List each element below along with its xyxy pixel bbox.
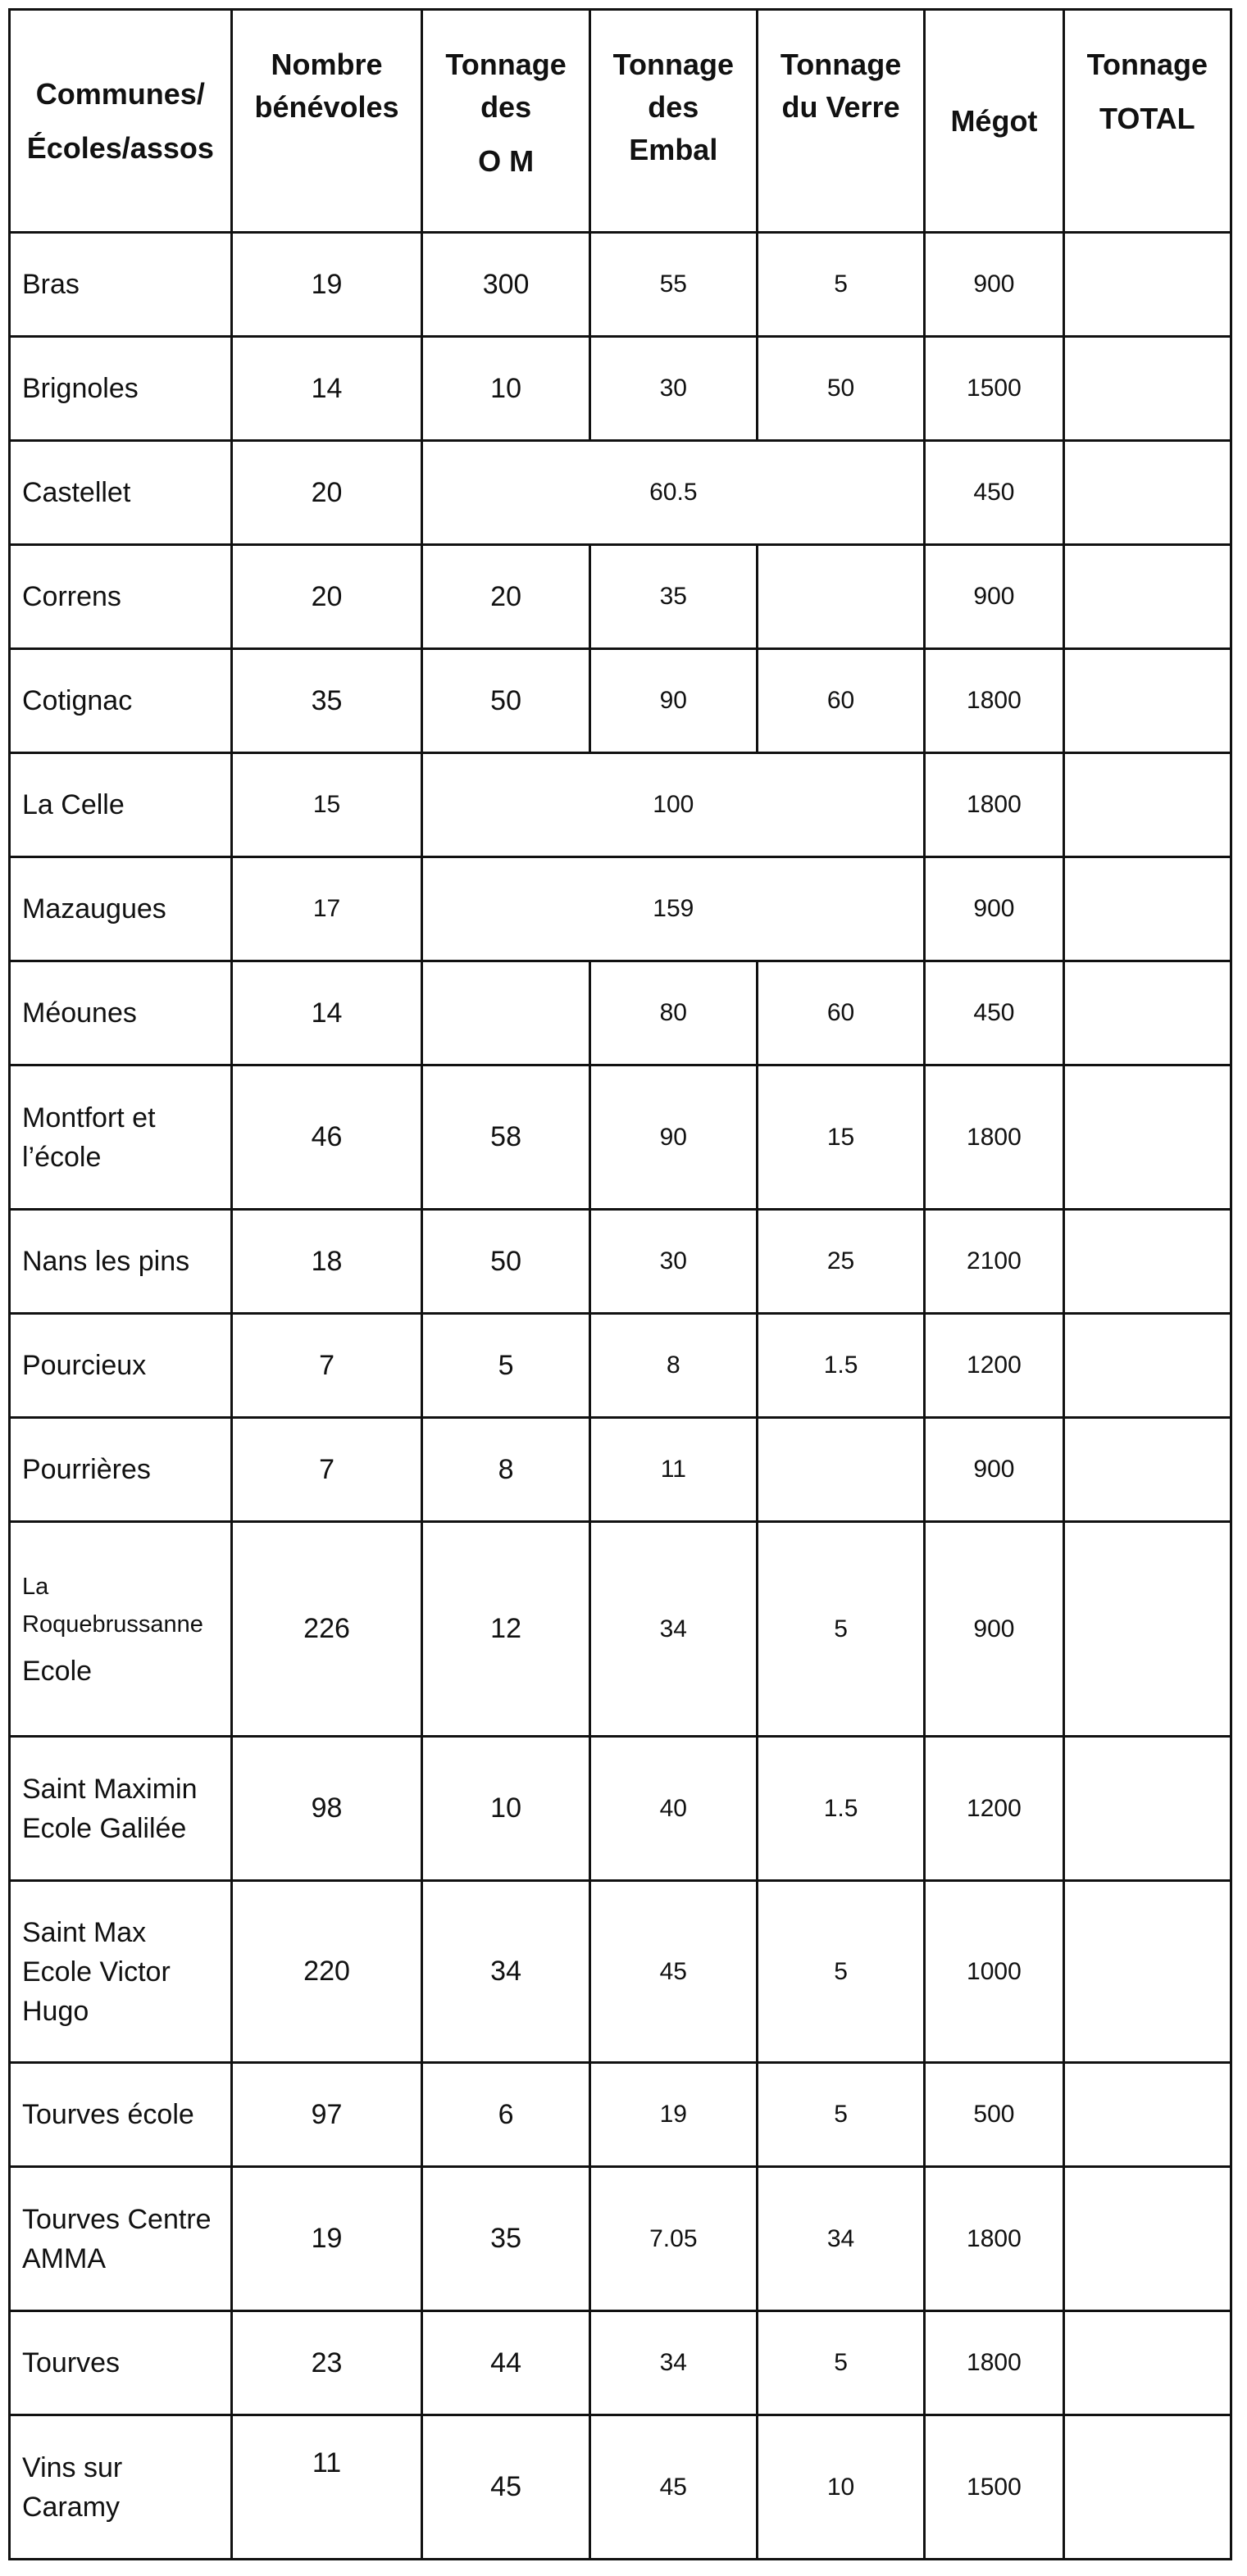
header-communes: Communes/ Écoles/assos: [10, 10, 232, 233]
megot-cell: 900: [925, 857, 1064, 961]
commune-name: Méounes: [10, 961, 232, 1065]
embal-cell: 90: [589, 649, 757, 753]
total-cell: [1063, 545, 1231, 649]
verre-cell: 60: [757, 961, 924, 1065]
header-tonnage-total: Tonnage TOTAL: [1063, 10, 1231, 233]
om-cell: 300: [422, 233, 589, 337]
om-cell: 20: [422, 545, 589, 649]
megot-cell: 1800: [925, 2167, 1064, 2311]
embal-cell: 30: [589, 337, 757, 441]
total-cell: [1063, 1210, 1231, 1314]
benevoles-cell: 226: [231, 1522, 422, 1737]
total-cell: [1063, 1065, 1231, 1210]
table-row: [10, 857, 1231, 961]
benevoles-cell: 14: [231, 337, 422, 441]
verre-cell: [757, 1418, 924, 1522]
megot-cell: 900: [925, 1418, 1064, 1522]
total-cell: [1063, 857, 1231, 961]
megot-cell: 2100: [925, 1210, 1064, 1314]
commune-name: Mazaugues: [10, 857, 232, 961]
table-row: [10, 2415, 1231, 2560]
benevoles-cell: 7: [231, 1314, 422, 1418]
om-cell: 5: [422, 1314, 589, 1418]
megot-cell: 450: [925, 961, 1064, 1065]
benevoles-cell: 20: [231, 545, 422, 649]
total-cell: [1063, 961, 1231, 1065]
megot-cell: 1500: [925, 337, 1064, 441]
verre-cell: 25: [757, 1210, 924, 1314]
embal-cell: 45: [589, 2415, 757, 2560]
megot-cell: 1800: [925, 2311, 1064, 2415]
table-row: [10, 1314, 1231, 1418]
commune-name: Tourves école: [10, 2063, 232, 2167]
om-cell: 35: [422, 2167, 589, 2311]
benevoles-cell: 35: [231, 649, 422, 753]
benevoles-cell: 20: [231, 441, 422, 545]
commune-name: Castellet: [10, 441, 232, 545]
table-row: [10, 961, 1231, 1065]
total-cell: [1063, 1418, 1231, 1522]
om-cell: 8: [422, 1418, 589, 1522]
total-cell: [1063, 233, 1231, 337]
om-cell: 34: [422, 1881, 589, 2063]
tonnage-table: [8, 8, 1232, 2560]
header-tonnage-verre: Tonnage du Verre: [757, 10, 924, 233]
verre-cell: [757, 545, 924, 649]
header-tonnage-om: Tonnage des O M: [422, 10, 589, 233]
embal-cell: 90: [589, 1065, 757, 1210]
embal-cell: 19: [589, 2063, 757, 2167]
commune-name: Saint Max Ecole Victor Hugo: [10, 1881, 232, 2063]
verre-cell: 60: [757, 649, 924, 753]
commune-name: Vins sur Caramy: [10, 2415, 232, 2560]
header-tonnage-embal: Tonnage des Embal: [589, 10, 757, 233]
embal-cell: 34: [589, 2311, 757, 2415]
total-cell: [1063, 2311, 1231, 2415]
embal-cell: 30: [589, 1210, 757, 1314]
commune-name: Tourves: [10, 2311, 232, 2415]
megot-cell: 1800: [925, 753, 1064, 857]
embal-cell: 55: [589, 233, 757, 337]
benevoles-cell: 15: [231, 753, 422, 857]
commune-name: Bras: [10, 233, 232, 337]
benevoles-cell: 11: [231, 2415, 422, 2560]
verre-cell: 1.5: [757, 1737, 924, 1881]
table-row: [10, 1881, 1231, 2063]
embal-cell: 45: [589, 1881, 757, 2063]
table-row: [10, 2167, 1231, 2311]
commune-name: Correns: [10, 545, 232, 649]
table-row: [10, 1065, 1231, 1210]
benevoles-cell: 98: [231, 1737, 422, 1881]
merged-tonnage-cell: 159: [422, 857, 925, 961]
verre-cell: 5: [757, 2063, 924, 2167]
megot-cell: 1800: [925, 649, 1064, 753]
embal-cell: 7.05: [589, 2167, 757, 2311]
total-cell: [1063, 2415, 1231, 2560]
total-cell: [1063, 2063, 1231, 2167]
table-row: [10, 441, 1231, 545]
verre-cell: 5: [757, 2311, 924, 2415]
megot-cell: 900: [925, 233, 1064, 337]
embal-cell: 80: [589, 961, 757, 1065]
embal-cell: 11: [589, 1418, 757, 1522]
om-cell: 50: [422, 649, 589, 753]
table-row: [10, 1418, 1231, 1522]
om-cell: 6: [422, 2063, 589, 2167]
embal-cell: 40: [589, 1737, 757, 1881]
table-row: [10, 1210, 1231, 1314]
verre-cell: 5: [757, 1522, 924, 1737]
megot-cell: 450: [925, 441, 1064, 545]
table-row: [10, 545, 1231, 649]
verre-cell: 10: [757, 2415, 924, 2560]
commune-name: La Celle: [10, 753, 232, 857]
om-cell: 44: [422, 2311, 589, 2415]
megot-cell: 1200: [925, 1314, 1064, 1418]
om-cell: 12: [422, 1522, 589, 1737]
commune-name: Montfort et l’école: [10, 1065, 232, 1210]
embal-cell: 8: [589, 1314, 757, 1418]
megot-cell: 1500: [925, 2415, 1064, 2560]
benevoles-cell: 19: [231, 2167, 422, 2311]
total-cell: [1063, 753, 1231, 857]
verre-cell: 5: [757, 233, 924, 337]
header-megot: Mégot: [925, 10, 1064, 233]
commune-name: La Roquebrussanne Ecole: [10, 1522, 232, 1737]
om-cell: [422, 961, 589, 1065]
commune-name: Brignoles: [10, 337, 232, 441]
commune-name: Tourves Centre AMMA: [10, 2167, 232, 2311]
total-cell: [1063, 1522, 1231, 1737]
commune-name: Cotignac: [10, 649, 232, 753]
table-row: [10, 1522, 1231, 1737]
benevoles-cell: 7: [231, 1418, 422, 1522]
om-cell: 10: [422, 337, 589, 441]
benevoles-cell: 220: [231, 1881, 422, 2063]
benevoles-cell: 19: [231, 233, 422, 337]
megot-cell: 900: [925, 545, 1064, 649]
commune-name: Saint Maximin Ecole Galilée: [10, 1737, 232, 1881]
verre-cell: 34: [757, 2167, 924, 2311]
benevoles-cell: 14: [231, 961, 422, 1065]
commune-name: Pourcieux: [10, 1314, 232, 1418]
om-cell: 58: [422, 1065, 589, 1210]
total-cell: [1063, 441, 1231, 545]
benevoles-cell: 18: [231, 1210, 422, 1314]
om-cell: 50: [422, 1210, 589, 1314]
verre-cell: 50: [757, 337, 924, 441]
table-row: [10, 753, 1231, 857]
benevoles-cell: 97: [231, 2063, 422, 2167]
megot-cell: 500: [925, 2063, 1064, 2167]
om-cell: 45: [422, 2415, 589, 2560]
total-cell: [1063, 1314, 1231, 1418]
table-row: [10, 337, 1231, 441]
table-row: [10, 233, 1231, 337]
table-row: [10, 649, 1231, 753]
header-benevoles: Nombre bénévoles: [231, 10, 422, 233]
total-cell: [1063, 337, 1231, 441]
benevoles-cell: 46: [231, 1065, 422, 1210]
commune-name: Nans les pins: [10, 1210, 232, 1314]
total-cell: [1063, 649, 1231, 753]
megot-cell: 900: [925, 1522, 1064, 1737]
total-cell: [1063, 1881, 1231, 2063]
table-row: [10, 1737, 1231, 1881]
total-cell: [1063, 2167, 1231, 2311]
verre-cell: 5: [757, 1881, 924, 2063]
embal-cell: 34: [589, 1522, 757, 1737]
commune-name: Pourrières: [10, 1418, 232, 1522]
om-cell: 10: [422, 1737, 589, 1881]
megot-cell: 1800: [925, 1065, 1064, 1210]
merged-tonnage-cell: 60.5: [422, 441, 925, 545]
verre-cell: 1.5: [757, 1314, 924, 1418]
merged-tonnage-cell: 100: [422, 753, 925, 857]
table-row: [10, 2311, 1231, 2415]
megot-cell: 1000: [925, 1881, 1064, 2063]
embal-cell: 35: [589, 545, 757, 649]
verre-cell: 15: [757, 1065, 924, 1210]
benevoles-cell: 23: [231, 2311, 422, 2415]
header-row: [10, 10, 1231, 233]
total-cell: [1063, 1737, 1231, 1881]
megot-cell: 1200: [925, 1737, 1064, 1881]
benevoles-cell: 17: [231, 857, 422, 961]
table-row: [10, 2063, 1231, 2167]
